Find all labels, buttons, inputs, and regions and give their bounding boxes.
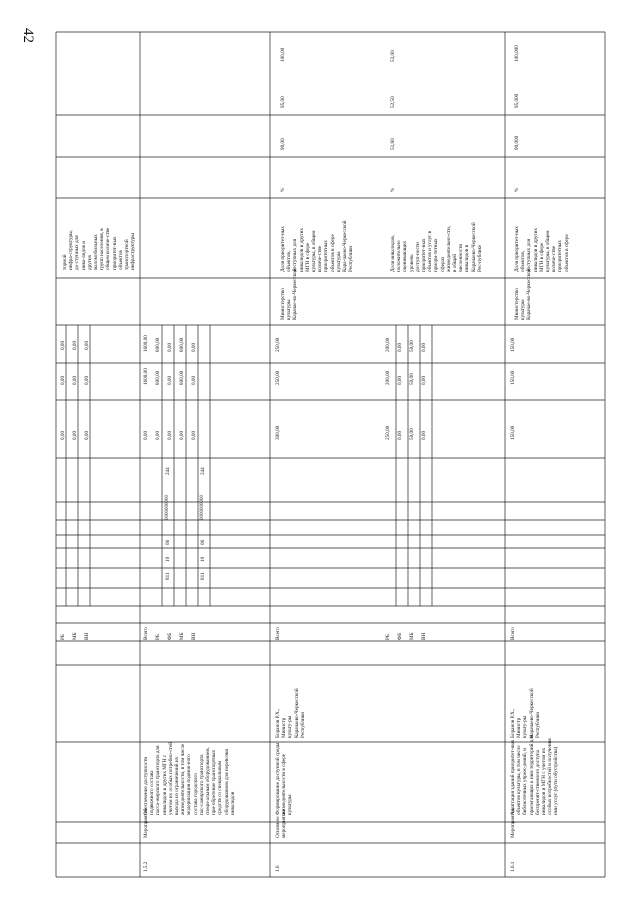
indicator-text: транспортной xyxy=(124,239,130,270)
activity-name: выхода из ограничений их xyxy=(174,756,180,815)
indicator-text: Доля приоритет-ных xyxy=(514,226,520,272)
target-value: 100,000 xyxy=(514,45,520,62)
budget-label: ВН xyxy=(191,632,197,640)
executor: Боранов Р.Х., xyxy=(275,708,281,738)
activity-name: модернизация подвиж-ного xyxy=(186,754,193,815)
activity-name: беспрепят-ственного доступа xyxy=(534,750,541,815)
executor: Карачаево-Черкесской xyxy=(293,688,300,738)
amount-cell: 0,00 xyxy=(72,430,78,440)
activity-name: Адаптация зданий приоритет-ных xyxy=(510,739,516,815)
row-type: Мероприятие xyxy=(510,808,516,838)
budget-label: Всего xyxy=(143,627,149,640)
indicator-text: культуры, в общем xyxy=(545,230,551,272)
amount-cell: 50,00 xyxy=(409,373,415,385)
indicator-text: приоритетных xyxy=(323,240,330,272)
target-value: 95,00 xyxy=(280,96,286,108)
amount-cell: 150,00 xyxy=(510,425,516,440)
rz-code: 10 xyxy=(200,556,206,562)
amount-cell: 0,00 xyxy=(60,430,66,440)
amount-cell: 250,00 xyxy=(275,337,281,352)
amount-cell: 250,00 xyxy=(275,370,281,385)
budget-label: МБ xyxy=(72,632,78,640)
budget-label: РБ xyxy=(60,634,66,640)
indicator-text: доступных для xyxy=(292,239,299,272)
budget-label: ВН xyxy=(84,632,90,640)
indicator-text: объектов в сфере xyxy=(563,234,570,272)
budget-label: Всего xyxy=(510,627,516,640)
row-number: 1.5.2 xyxy=(143,861,149,872)
executor: Карачаево-Черкесской xyxy=(528,688,535,738)
amount-cell: 0,00 xyxy=(167,375,173,385)
executor: культу-ры xyxy=(522,715,529,738)
unit: % xyxy=(280,187,286,192)
activity-name: особых потребностей и получения xyxy=(547,738,554,815)
indicator-text: инвалидов в xyxy=(464,244,471,272)
ministry: Карачае-во-Черкесской xyxy=(526,268,533,320)
vr-code: 244 xyxy=(200,467,206,475)
amount-cell: 0,00 xyxy=(397,342,403,352)
activity-name: пас-сажирского транспорта xyxy=(198,754,205,815)
indicator-text: инвалидов и других xyxy=(532,228,539,272)
grbs-code: 811 xyxy=(200,572,206,580)
executor: Министр xyxy=(281,717,288,738)
activity-name: учетом их особых потребно-стей xyxy=(167,742,174,815)
activity-name: инвалидов и МГН с учетом их xyxy=(541,747,547,815)
activity-name: Формирование доступной среды xyxy=(275,742,281,815)
indicator-text: доступ-ности xyxy=(414,242,421,272)
pr-code: 06 xyxy=(200,539,206,545)
amount-cell: 0,00 xyxy=(179,430,185,440)
target-value: 100,00 xyxy=(280,47,286,62)
amount-cell: 50,00 xyxy=(409,340,415,352)
executor: Республики xyxy=(299,711,306,738)
amount-cell: 800,00 xyxy=(179,370,185,385)
budget-label: РБ xyxy=(385,634,391,640)
activity-name: пасса-жирского транспорта для xyxy=(155,745,162,815)
activity-name: Обеспечение доступности xyxy=(143,756,149,815)
executor: Боранов Р.Х., xyxy=(510,708,516,738)
indicator-text: Кара-чаево-Черкесской xyxy=(342,220,348,272)
indicator-text: Доля инвалидов, xyxy=(390,235,396,272)
indicator-text: сферах xyxy=(439,256,446,272)
indicator-text: культуры xyxy=(335,251,342,272)
csr-code: 0000000000 xyxy=(165,495,170,520)
ministry: Карачае-во-Черкесской xyxy=(292,268,299,320)
indicator-text: МГН в сфере xyxy=(538,242,545,272)
activity-name: средств со специальным xyxy=(217,760,224,815)
indicator-text: объектов и услуг в xyxy=(427,230,434,272)
activity-name: ими услуг (пути обустройства) xyxy=(553,746,560,815)
activity-name: состава городского xyxy=(192,773,199,815)
indicator-text: инфраструктуры xyxy=(130,233,137,270)
amount-cell: 0,00 xyxy=(72,340,78,350)
indicator-text: доступных для xyxy=(526,239,533,272)
indicator-text: маломобильных xyxy=(93,234,99,270)
indicator-text: количе-стве xyxy=(551,245,558,272)
amount-cell: 50,00 xyxy=(409,428,415,440)
amount-cell: 300,00 xyxy=(275,425,281,440)
activity-name: культуры xyxy=(287,794,294,815)
indicator-text: объектов, xyxy=(520,250,527,272)
activity-name: библиотечных учреж-дений, и xyxy=(522,747,529,815)
indicator-text: оценивающих xyxy=(402,240,409,272)
target-value: 90,00 xyxy=(280,138,286,150)
indicator-text: групп населения, в xyxy=(99,228,106,270)
indicator-text: торной xyxy=(62,254,68,270)
row-type: Мероприятие xyxy=(143,808,149,838)
ministry: культуры xyxy=(286,299,293,320)
indicator-text: культуры, в общем xyxy=(311,230,317,272)
indicator-text: до-ступных для xyxy=(74,235,81,270)
vr-code: 244 xyxy=(165,467,171,475)
budget-label: РБ xyxy=(155,634,161,640)
indicator-text: объектов, xyxy=(286,250,293,272)
amount-cell: 1600,00 xyxy=(143,335,149,352)
page-number: 42 xyxy=(20,28,36,43)
indicator-text: Рес-публике xyxy=(476,244,483,272)
indicator-text: приоритет-ных xyxy=(421,238,427,272)
amount-cell: 0,00 xyxy=(191,342,197,352)
grbs-code: 811 xyxy=(165,572,171,580)
activity-name: инвалидов и других МГН с xyxy=(161,754,168,815)
amount-cell: 150,00 xyxy=(510,370,516,385)
activity-name: при-обретение транспортных xyxy=(211,749,218,815)
activity-name: прилегающих к ним территорий для xyxy=(528,734,535,815)
executor: культу-ры xyxy=(287,715,294,738)
indicator-text: приори-тетных xyxy=(433,238,440,272)
csr-code: 0000000000 xyxy=(200,495,205,520)
indicator-text: общем количе-стве xyxy=(105,227,112,270)
indicator-text: жизнедеятельно-сти, xyxy=(445,225,452,272)
executor: Министр xyxy=(516,717,523,738)
amount-cell: 0,00 xyxy=(397,375,403,385)
indicator-text: инфра-структуры, xyxy=(68,230,75,270)
amount-cell: 800,00 xyxy=(155,370,161,385)
indicator-text: в общей xyxy=(452,253,458,272)
indicator-text: Карачаево-Черкесской xyxy=(470,222,477,272)
budget-label: ФБ xyxy=(167,632,173,640)
rz-code: 10 xyxy=(165,556,171,562)
activity-name: специ-альным оборудованием, xyxy=(205,747,211,815)
amount-cell: 0,00 xyxy=(155,430,161,440)
row-type: Основное xyxy=(275,816,281,838)
amount-cell: 0,00 xyxy=(167,342,173,352)
budget-label: МБ xyxy=(409,632,415,640)
executor: Республики xyxy=(534,711,541,738)
amount-cell: 1600,00 xyxy=(143,368,149,385)
amount-cell: 250,00 xyxy=(385,425,391,440)
indicator-text: количе-стве xyxy=(317,245,324,272)
amount-cell: 200,00 xyxy=(385,337,391,352)
indicator-text: других xyxy=(86,254,93,270)
row-number: 1.6 xyxy=(275,865,281,872)
indicator-text: приоритетных xyxy=(557,240,564,272)
activity-name: подвижного состава xyxy=(149,770,156,815)
budget-label: МБ xyxy=(179,632,185,640)
budget-label: ВН xyxy=(421,632,427,640)
ministry: Министерство xyxy=(514,288,520,320)
amount-cell: 200,00 xyxy=(385,370,391,385)
indicator-text: Доля приоритет-ных xyxy=(280,226,286,272)
indicator-text: уровень xyxy=(408,254,415,272)
target-value: 53,00 xyxy=(390,50,396,62)
target-value: 95,000 xyxy=(514,93,520,108)
amount-cell: 0,00 xyxy=(421,430,427,440)
target-value: 51,80 xyxy=(390,138,396,150)
budget-label: Всего xyxy=(275,627,281,640)
pr-code: 06 xyxy=(165,539,171,545)
row-type: мероприятие xyxy=(281,809,288,838)
indicator-text: инвалидов и других xyxy=(298,228,305,272)
indicator-text: объектов в сфере xyxy=(329,234,336,272)
target-value: 52,50 xyxy=(390,96,396,108)
amount-cell: 0,00 xyxy=(84,375,90,385)
indicator-text: приоритет-ных xyxy=(111,236,118,270)
amount-cell: 0,00 xyxy=(143,430,149,440)
row-number: 1.6.1 xyxy=(510,861,516,872)
amount-cell: 0,00 xyxy=(191,430,197,440)
activity-name: инвалидов xyxy=(229,791,236,815)
amount-cell: 0,00 xyxy=(421,342,427,352)
amount-cell: 0,00 xyxy=(84,340,90,350)
unit: % xyxy=(390,187,396,192)
amount-cell: 0,00 xyxy=(191,375,197,385)
amount-cell: 0,00 xyxy=(84,430,90,440)
ministry: культуры xyxy=(520,299,527,320)
indicator-text: объектов xyxy=(117,250,124,270)
amount-cell: 0,00 xyxy=(167,430,173,440)
unit: % xyxy=(514,187,520,192)
amount-cell: 0,00 xyxy=(72,375,78,385)
amount-cell: 800,00 xyxy=(179,337,185,352)
amount-cell: 0,00 xyxy=(421,375,427,385)
amount-cell: 0,00 xyxy=(60,340,66,350)
activity-name: жизнедеятельности, в том числе xyxy=(180,743,187,815)
target-value: 90,000 xyxy=(514,135,520,150)
amount-cell: 0,00 xyxy=(397,430,403,440)
activity-name: жизнедеятельности в сфере xyxy=(281,753,288,815)
indicator-text: Республики xyxy=(348,245,355,272)
indicator-text: численности xyxy=(458,243,465,272)
activity-name: объектов культуры, в том числе xyxy=(516,745,523,815)
amount-cell: 150,00 xyxy=(510,337,516,352)
activity-name: оборудованием для перевозки xyxy=(223,748,230,815)
amount-cell: 0,00 xyxy=(60,375,66,385)
ministry: Министерство xyxy=(280,288,286,320)
budget-label: ФБ xyxy=(397,632,403,640)
indicator-text: положительно xyxy=(396,240,403,272)
amount-cell: 800,00 xyxy=(155,337,161,352)
indicator-text: инва-лидов и xyxy=(80,240,87,270)
indicator-text: МГН в сфере xyxy=(304,242,311,272)
